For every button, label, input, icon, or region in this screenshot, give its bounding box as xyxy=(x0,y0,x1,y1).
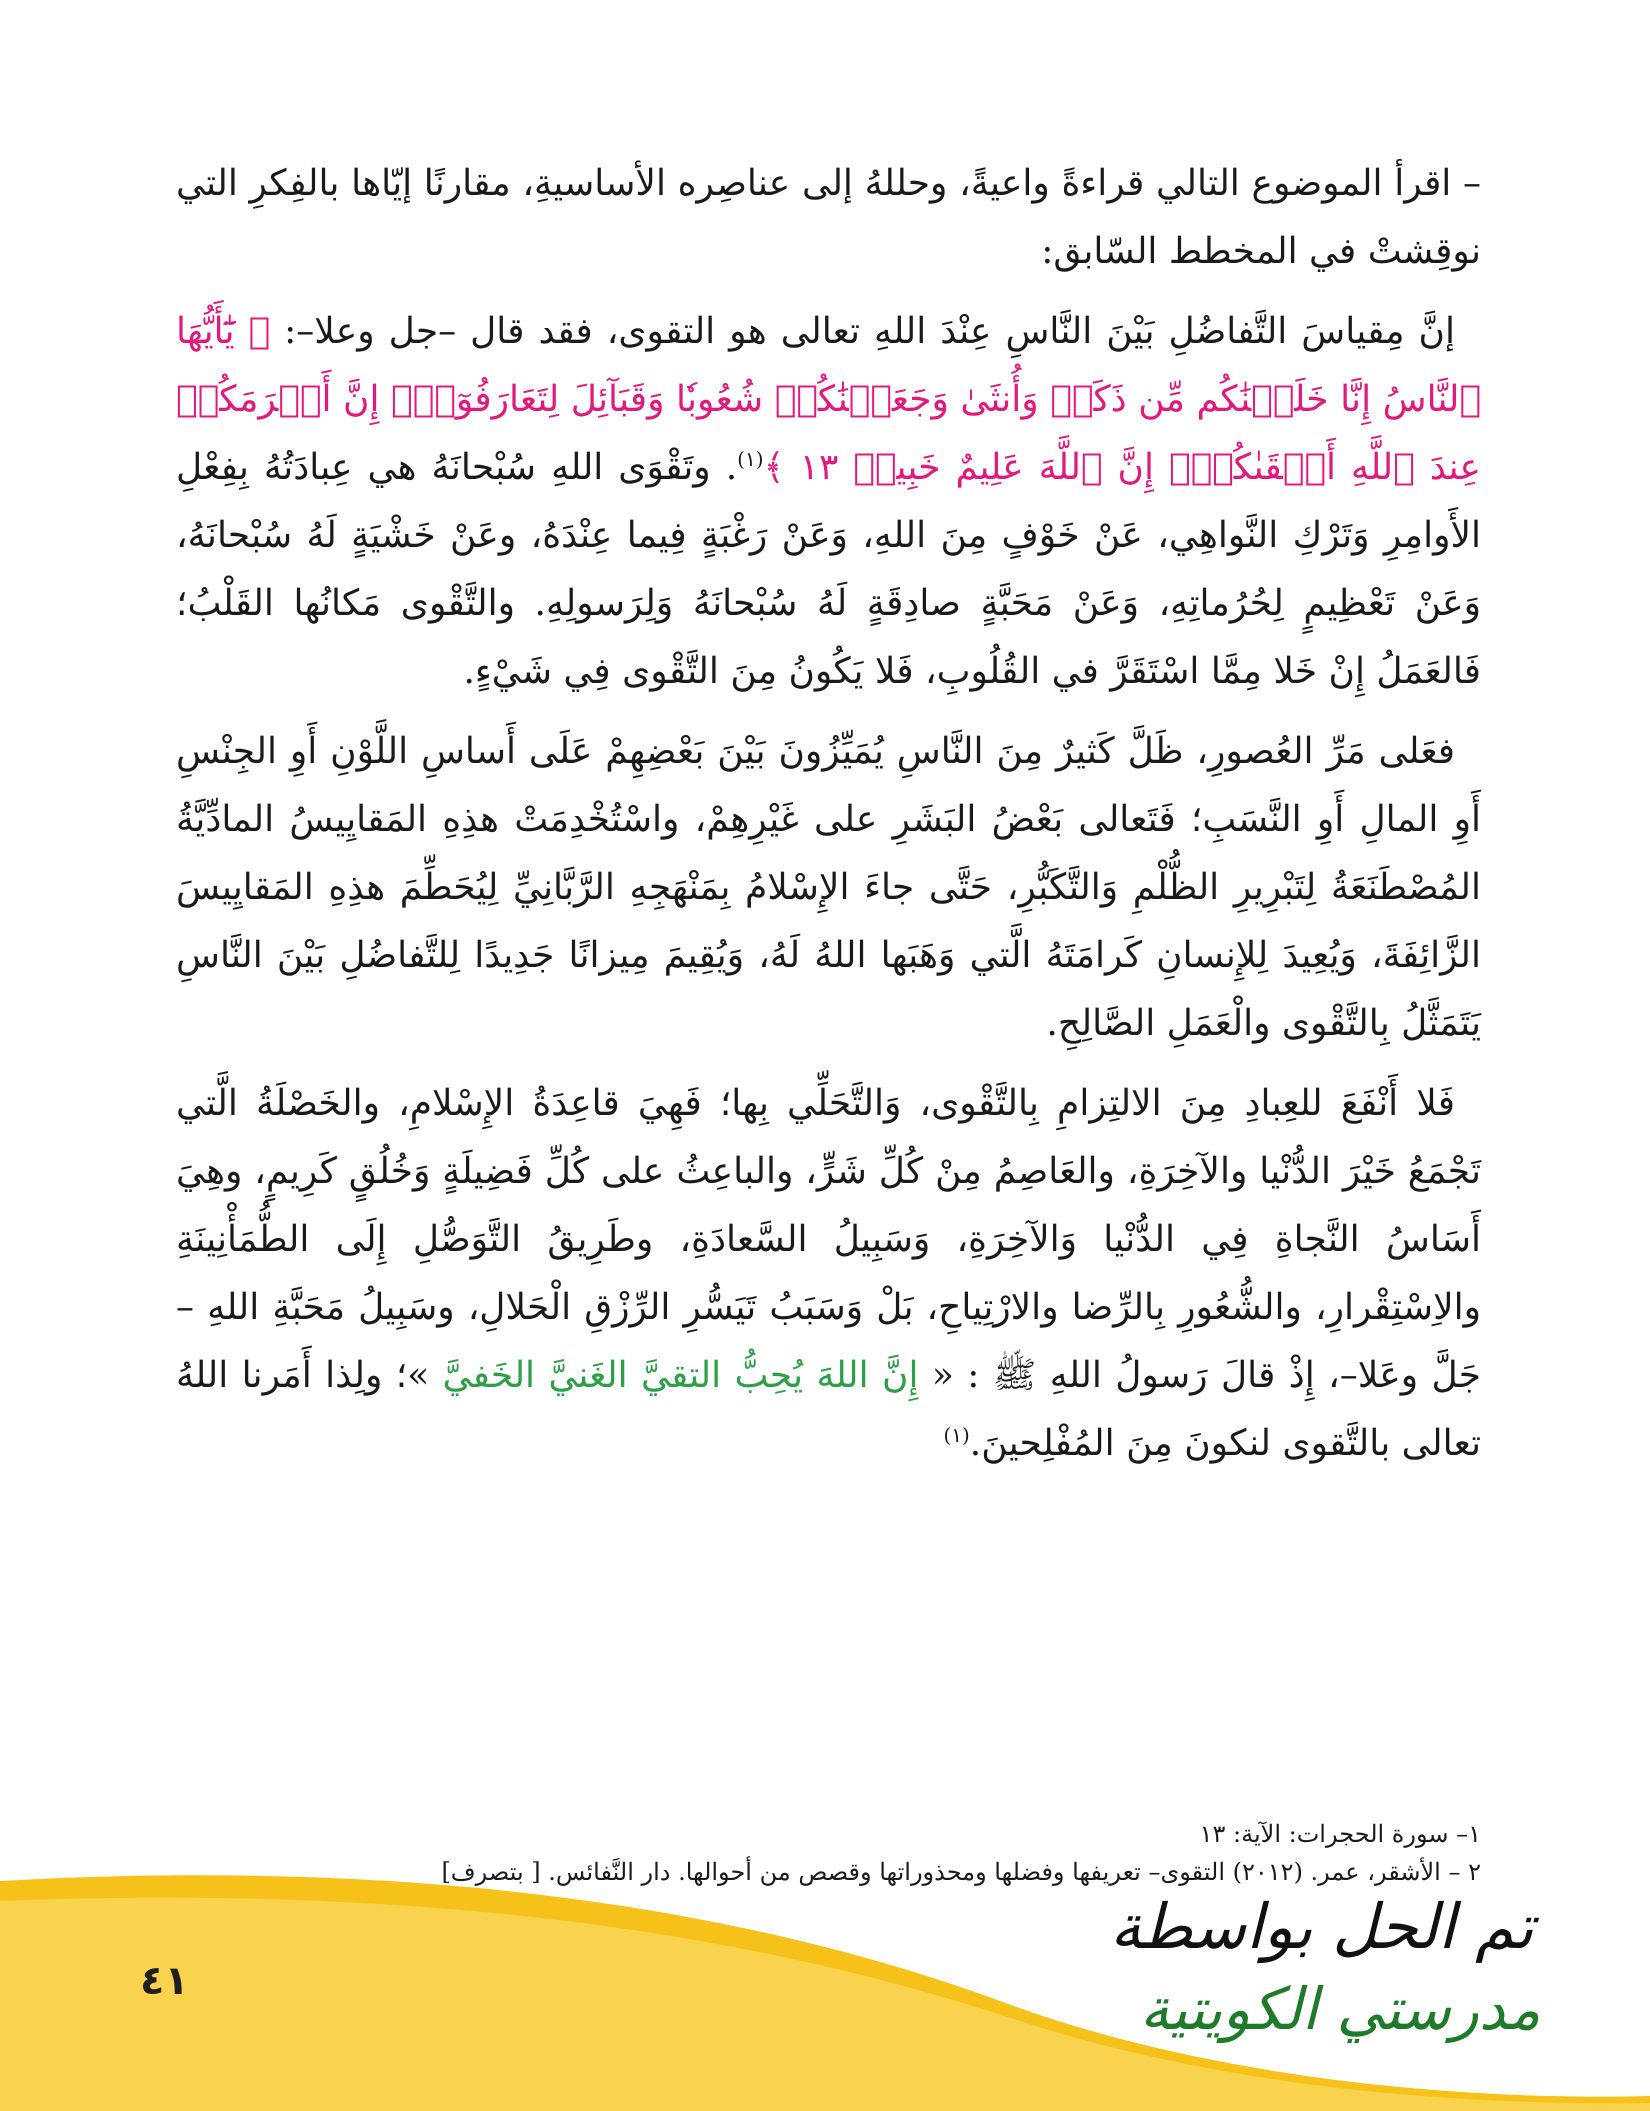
paragraph-text: إنَّ مِقياسَ التَّفاضُلِ بَيْنَ النَّاسِ عِنْدَ اللهِ تعالى هو التقوى، فقد قال –جل وعلا–: xyxy=(270,311,1455,352)
paragraph-text: فعَلى مَرِّ العُصورِ، ظَلَّ كَثيرٌ مِنَ النَّاسِ يُمَيِّزُونَ بَيْنَ بَعْضِهِمْ عَلَى أَساسِ اللَّوْنِ أَوِ الجِنْسِ أَوِ المالِ أَوِ النَّسَبِ؛ فَتَعالى بَعْضُ البَشَرِ على غَيْرِهِمْ، واسْتُخْدِمَتْ هذِهِ المَقايِيسُ المادِّيَّةُ المُصْطَنَعَةُ لِتَبْرِيرِ الظُّلْمِ وَالتَّكَبُّرِ، حَتَّى جاءَ الإِسْلامُ بِمَنْهَجِهِ الرَّبَّانِيِّ لِيُحَطِّمَ هذِهِ المَقايِيسَ الزَّائِفَةَ، وَيُعِيدَ لِلإِنسانِ كَرامَتَهُ الَّتي وَهَبَها اللهُ لَهُ، وَيُقِيمَ مِيزانًا جَدِيدًا لِلتَّفاضُلِ بَيْنَ النَّاسِ يَتَمَثَّلُ بِالتَّقْوى والْعَمَلِ الصَّالِحِ. xyxy=(176,731,1481,1044)
paragraph-text: »؛ ولِذا أَمَرنا اللهُ تعالى بالتَّقوى لنكونَ مِنَ المُفْلِحينَ. xyxy=(176,1355,1481,1464)
paragraph-text: . وتَقْوَى اللهِ سُبْحانَهُ هي عِبادَتُهُ بِفِعْلِ الأَوامِرِ وَتَرْكِ النَّواهِي، عَنْ خَوْفٍ مِنَ اللهِ، وَعَنْ رَغْبَةٍ فِيما عِنْدَهُ، وعَنْ خَشْيَةٍ لَهُ سُبْحانَهُ، وَعَنْ تَعْظِيمٍ لِحُرُماتِهِ، وَعَنْ مَحَبَّةٍ صادِقَةٍ لَهُ سُبْحانَهُ وَلِرَسولِهِ. والتَّقْوى مَكانُها القَلْبُ؛ فَالعَمَلُ إِنْ خَلا مِمَّا اسْتَقَرَّ في القُلُوبِ، فَلا يَكُونُ مِنَ التَّقْوى فِي شَيْءٍ. xyxy=(176,447,1481,692)
quran-verse: ﴿ يَٰٓأَيُّهَا ٱلنَّاسُ إِنَّا خَلَقۡنَٰكُم مِّن ذَكَرٖ وَأُنثَىٰ وَجَعَلۡنَٰكُمۡ شُعُوبٗا وَقَبَآئِلَ لِتَعَارَفُوٓاْۚ إِنَّ أَكۡرَمَكُمۡ عِندَ ٱللَّهِ أَتۡقَىٰكُمۡۚ إِنَّ ٱللَّهَ عَلِيمٌ خَبِيرٞ ١٣ ﴾ xyxy=(176,311,1481,488)
paragraph-history xyxy=(176,718,1481,1058)
solution-stamp-line1: تم الحل بواسطة xyxy=(1110,1890,1534,1963)
paragraph-text: فَلا أَنْفَعَ للعِبادِ مِنَ الالتِزامِ بِالتَّقْوى، وَالتَّحَلِّي بِها؛ فَهِيَ قاعِدَةُ الإِسْلامِ، والخَصْلَةُ الَّتي تَجْمَعُ خَيْرَ الدُّنْيا والآخِرَةِ، والعَاصِمُ مِنْ كُلِّ شَرٍّ، والباعِثُ على كُلِّ فَضِيلَةٍ وَخُلُقٍ كَرِيمٍ، وهِيَ أَسَاسُ النَّجاةِ فِي الدُّنْيا وَالآخِرَةِ، وَسَبِيلُ السَّعادَةِ، وطَرِيقُ التَّوَصُّلِ إِلَى الطُّمَأْنِينَةِ والاِسْتِقْرارِ، والشُّعُورِ بِالرِّضا والارْتِياحِ، بَلْ وَسَبَبُ تَيَسُّرِ الرِّزْقِ الْحَلالِ، وسَبِيلُ مَحَبَّةِ اللهِ –جَلَّ وعَلا–، إِذْ قالَ رَسولُ اللهِ ﷺ : « xyxy=(176,1083,1481,1396)
footnote-2: ٢ – الأشقر، عمر. (٢٠١٢) التقوى– تعريفها وفضلها ومحذوراتها وقصص من أحوالها. دار النَّفائس. [ بتصرف] xyxy=(441,1858,1481,1886)
footnote-1: ١– سورة الحجرات: الآية: ١٣ xyxy=(1199,1820,1481,1848)
paragraph-benefits xyxy=(176,1070,1481,1478)
hadith-quote: إِنَّ اللهَ يُحِبُّ التقيَّ الغَنيَّ الخَفيَّ xyxy=(442,1355,919,1396)
footnote-ref: (١) xyxy=(737,447,764,471)
solution-stamp-line2: مدرستي الكويتية xyxy=(1140,1975,1541,2043)
footnote-ref: (١) xyxy=(943,1423,970,1447)
page-number: ٤١ xyxy=(140,1958,189,2004)
intro-text: – اقرأ الموضوع التالي قراءةً واعيةً، وحللهُ إلى عناصِره الأساسيةِ، مقارنًا إيّاها بالفِكرِ التي نوقِشتْ في المخطط السّابق: xyxy=(176,163,1481,272)
intro-paragraph xyxy=(176,150,1481,286)
paragraph-taqwa-definition xyxy=(176,298,1481,706)
main-content xyxy=(176,150,1481,1490)
